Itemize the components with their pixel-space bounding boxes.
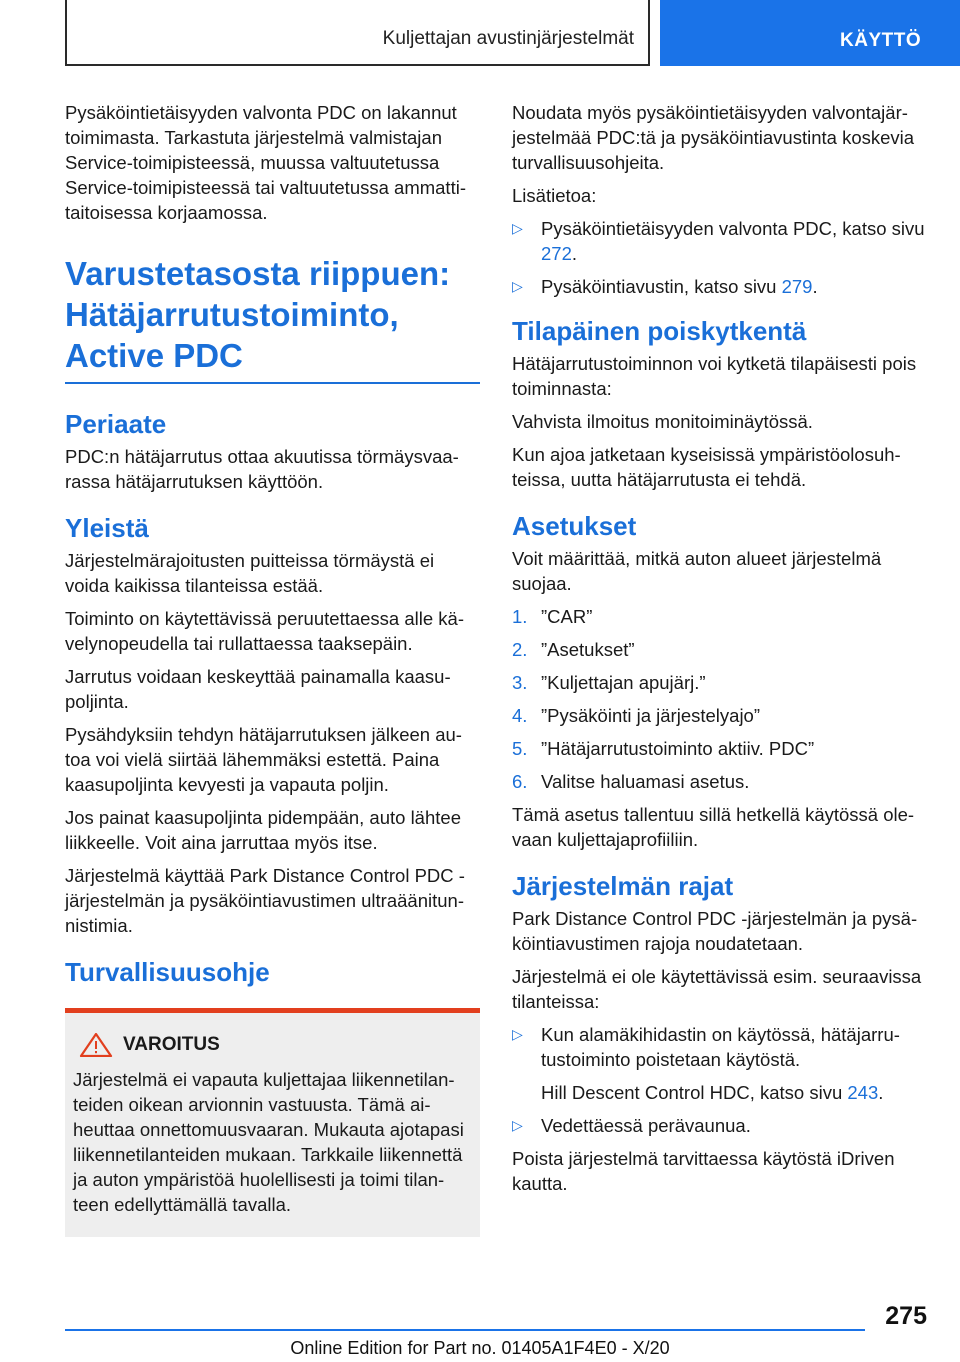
list-item: 4. ”Pysäköinti ja järjestelyajo” <box>512 705 761 726</box>
rajat-sub-paragraph: Hill Descent Control HDC, katso sivu 243. <box>541 1082 884 1103</box>
rajat-paragraph: Järjestelmä ei ole käytettävissä esim. seuraavissa tilanteissa: <box>512 966 922 1012</box>
yleista-paragraph: Pysähdyksiin tehdyn hätäjarrutuksen jälkeen autoa voi vielä siirtää lähemmäksi estettä. Paina kaasupoljinta kevyesti ja vapauta poljin. <box>65 724 462 795</box>
asetukset-intro: Voit määrittää, mitkä auton alueet järjestelmä suojaa. <box>512 548 882 594</box>
rajat-paragraph: Park Distance Control PDC -järjestelmän ja pysäköintiavustimen rajoja noudatetaan. <box>512 908 918 954</box>
warning-triangle-icon <box>79 1033 113 1057</box>
list-item: 5. ”Hätäjarrutustoiminto aktiiv. PDC” <box>512 738 815 759</box>
yleista-paragraph: Järjestelmärajoitusten puitteissa törmäystä ei voida kaikissa tilanteissa estää. <box>65 550 435 596</box>
yleista-paragraph: Toiminto on käytettävissä peruutettaessa alle kävelynopeudella tai rullattaessa taaksepäin. <box>65 608 464 654</box>
header-chapter-label: KÄYTTÖ <box>840 30 922 51</box>
footer-edition: Online Edition for Part no. 01405A1F4E0 - X/20 <box>290 1338 670 1358</box>
list-item: 2. ”Asetukset” <box>512 639 635 660</box>
rajat-heading: Järjestelmän rajat <box>512 871 734 901</box>
triangle-right-icon: ▷ <box>512 220 523 236</box>
warning-text: Järjestelmä ei vapauta kuljettajaa liikennetilanteiden oikean arvionnin vastuusta. Tämä aiheuttaa onnettomuusvaaran. Mukauta ajotapasi liikennetilanteiden mukaan. Tarkkaile liikennettä ja auton ympäristöä huolellisesti ja toimi tilanteen edellyttämällä tavalla. <box>73 1069 464 1215</box>
list-item: ▷ Kun alamäkihidastin on käytössä, hätäjarrutustoiminto poistetaan käytöstä. <box>512 1024 900 1070</box>
header-section-box <box>65 0 650 66</box>
periaate-heading: Periaate <box>65 409 167 439</box>
page-number: 275 <box>885 1302 927 1330</box>
asetukset-outro: Tämä asetus tallentuu sillä hetkellä käytössä olevaan kuljettajaprofiiliin. <box>512 804 915 850</box>
yleista-paragraph: Järjestelmä käyttää Park Distance Control PDC -järjestelmän ja pysäköintiavustimen ultraäänitunnistimia. <box>65 865 465 936</box>
list-item: 3. ”Kuljettajan apujärj.” <box>512 672 706 693</box>
tilapainen-paragraph: Kun ajoa jatketaan kyseisissä ympäristöolosuhteissa, uutta hätäjarrutusta ei tehdä. <box>512 444 901 490</box>
list-item: ▷ Vedettäessä perävaunua. <box>512 1115 751 1136</box>
warning-box <box>65 1008 480 1237</box>
rajat-list <box>512 1022 930 1072</box>
yleista-paragraph: Jarrutus voidaan keskeyttää painamalla kaasupoljinta. <box>65 666 451 712</box>
header-section-title: Kuljettajan avustinjärjestelmät <box>382 28 634 49</box>
tilapainen-paragraph: Hätäjarrutustoiminnon voi kytketä tilapäisesti pois toiminnasta: <box>512 353 917 399</box>
list-item: 1. ”CAR” <box>512 606 593 627</box>
right-intro-paragraph: Noudata myös pysäköintietäisyyden valvontajärjestelmää PDC:tä ja pysäköintiavustinta koskevia turvallisuusohjeita. <box>512 102 915 173</box>
header-chapter-badge <box>660 0 960 66</box>
safety-heading: Turvallisuusohje <box>65 957 270 987</box>
yleista-heading: Yleistä <box>65 513 149 543</box>
asetukset-steps <box>512 604 930 794</box>
periaate-text: PDC:n hätäjarrutus ottaa akuutissa törmäysvaarassa hätäjarrutuksen käyttöön. <box>65 446 459 492</box>
main-heading: Varustetasosta riippuen: Hätäjarrutustoiminto, Active PDC <box>65 253 480 384</box>
more-info-list <box>512 216 930 299</box>
triangle-right-icon: ▷ <box>512 1026 523 1042</box>
right-column <box>512 100 930 1204</box>
rajat-outro: Poista järjestelmä tarvittaessa käytöstä iDriven kautta. <box>512 1148 895 1194</box>
page-link-272[interactable]: 272 <box>541 243 572 264</box>
list-item: ▷ Pysäköintiavustin, katso sivu 279. <box>512 276 818 297</box>
list-item: 6. Valitse haluamasi asetus. <box>512 771 750 792</box>
rajat-list-2 <box>512 1113 930 1138</box>
intro-paragraph: Pysäköintietäisyyden valvonta PDC on lakannut toimimasta. Tarkastuta järjestelmä valmistajan Service-toimipisteessä, muussa valtuutetussa Service-toimipisteessä tai valtuutetussa ammattitaitoisessa korjaamossa. <box>65 102 466 223</box>
tilapainen-heading: Tilapäinen poiskytkentä <box>512 316 807 346</box>
triangle-right-icon: ▷ <box>512 1117 523 1133</box>
more-info-label: Lisätietoa: <box>512 185 597 206</box>
asetukset-heading: Asetukset <box>512 511 637 541</box>
triangle-right-icon: ▷ <box>512 278 523 294</box>
footer-divider <box>65 1329 865 1331</box>
page-link-279[interactable]: 279 <box>781 276 813 297</box>
warning-label: VAROITUS <box>123 1034 220 1055</box>
list-item: ▷ Pysäköintietäisyyden valvonta PDC, katso sivu 272. <box>512 218 925 264</box>
left-column <box>65 100 480 1237</box>
yleista-paragraph: Jos painat kaasupoljinta pidempään, auto lähtee liikkeelle. Voit aina jarruttaa myös itse. <box>65 807 461 853</box>
page-link-243[interactable]: 243 <box>847 1082 879 1103</box>
tilapainen-paragraph: Vahvista ilmoitus monitoiminäytössä. <box>512 411 813 432</box>
warning-header <box>73 1033 472 1057</box>
